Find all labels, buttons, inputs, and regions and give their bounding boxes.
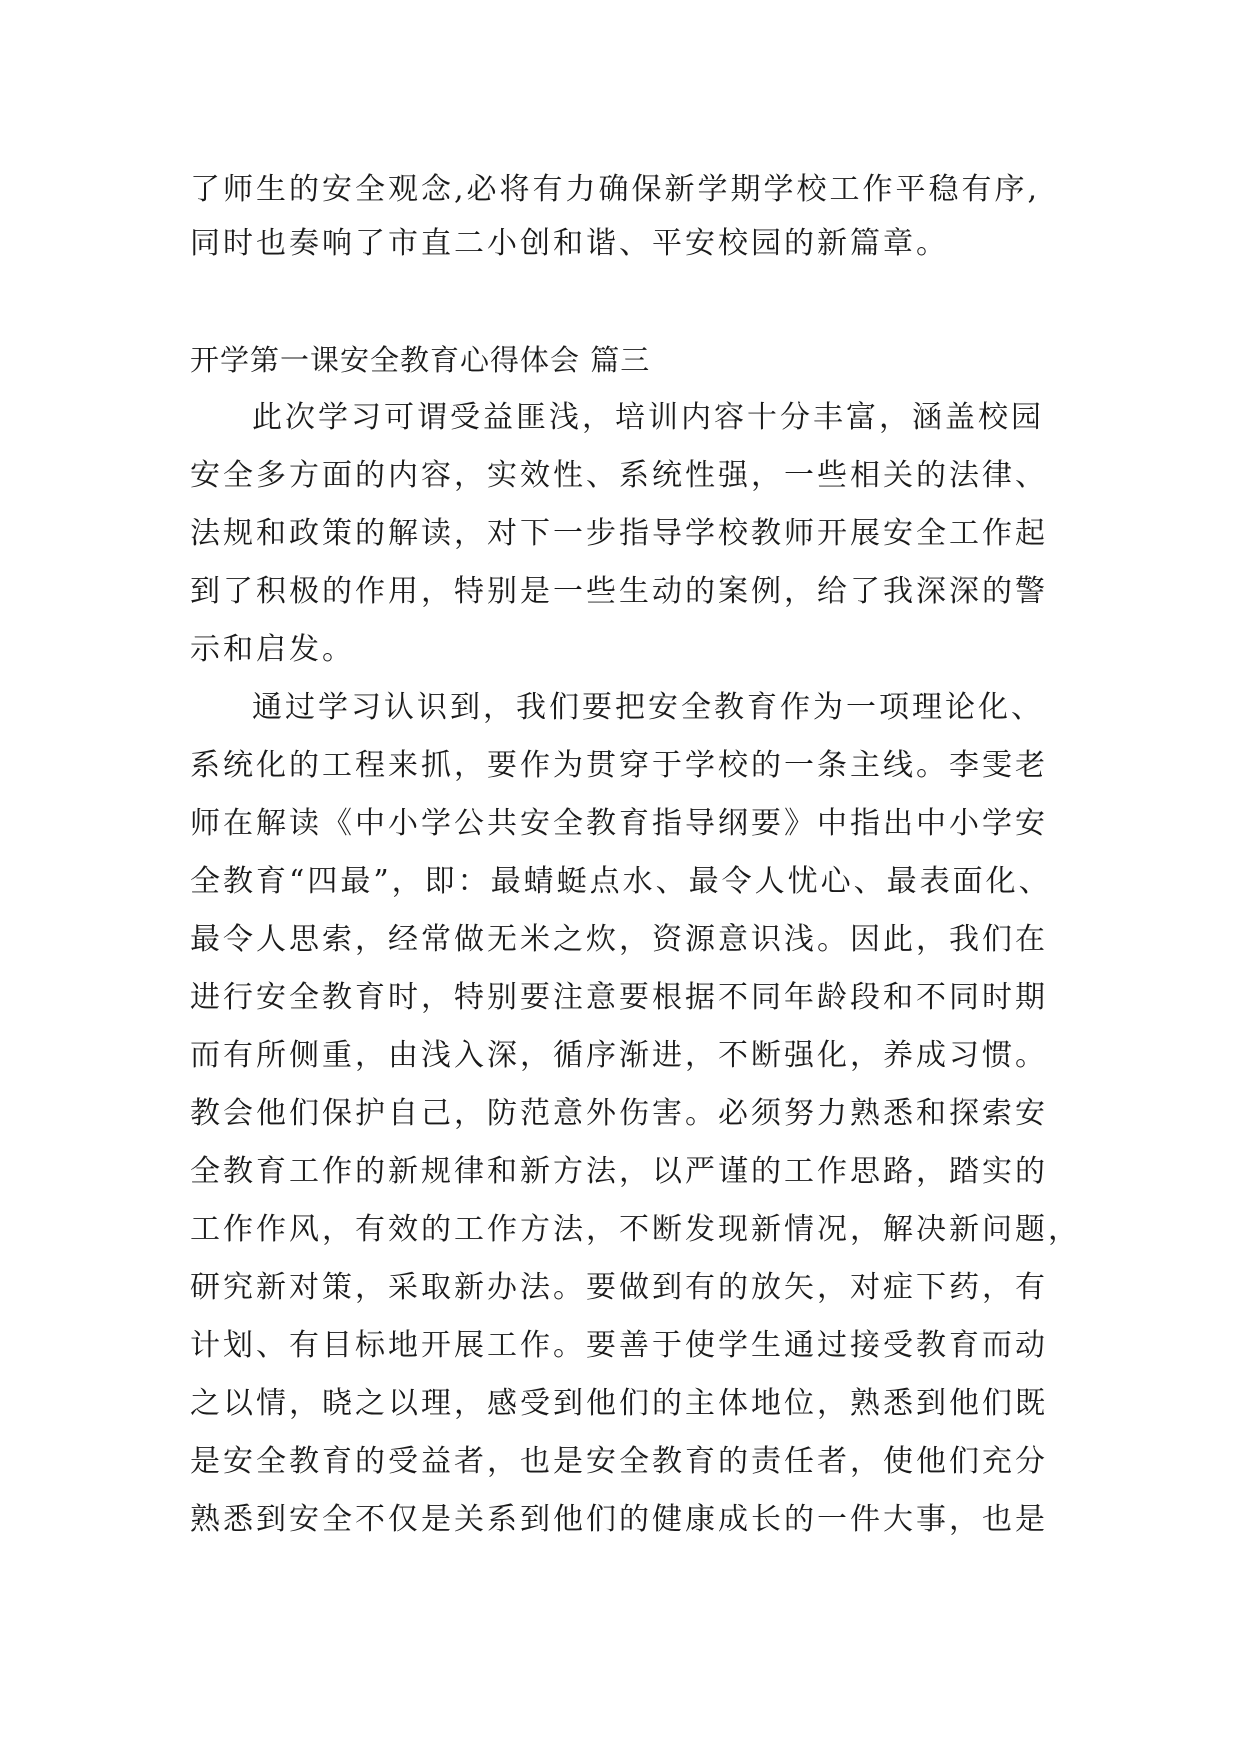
section-title: 开学第一课安全教育心得体会 篇三 [190, 343, 651, 377]
text-line: 最令人思索，经常做无米之炊，资源意识浅。因此，我们在 [190, 922, 1048, 957]
text-line: 之以情，晓之以理，感受到他们的主体地位，熟悉到他们既 [190, 1386, 1048, 1421]
text-line: 全教育工作的新规律和新方法，以严谨的工作思路，踏实的 [190, 1154, 1048, 1189]
text-line: 此次学习可谓受益匪浅，培训内容十分丰富，涵盖校园 [252, 400, 1044, 435]
text-line: 同时也奏响了市直二小创和谐、平安校园的新篇章。 [190, 226, 949, 261]
text-line: 法规和政策的解读，对下一步指导学校教师开展安全工作起 [190, 516, 1048, 551]
text-line: 而有所侧重，由浅入深，循序渐进，不断强化，养成习惯。 [190, 1038, 1048, 1073]
text-line: 研究新对策，采取新办法。要做到有的放矢，对症下药，有 [190, 1270, 1048, 1305]
text-line: 安全多方面的内容，实效性、系统性强，一些相关的法律、 [190, 458, 1048, 493]
text-line: 了师生的安全观念,必将有力确保新学期学校工作平稳有序, [190, 172, 1041, 207]
text-line: 是安全教育的受益者，也是安全教育的责任者，使他们充分 [190, 1444, 1048, 1479]
text-line: 计划、有目标地开展工作。要善于使学生通过接受教育而动 [190, 1328, 1048, 1363]
text-line: 师在解读《中小学公共安全教育指导纲要》中指出中小学安 [190, 806, 1048, 841]
text-line: 进行安全教育时，特别要注意要根据不同年龄段和不同时期 [190, 980, 1048, 1015]
text-line: 通过学习认识到，我们要把安全教育作为一项理论化、 [252, 690, 1044, 725]
text-line: 教会他们保护自己，防范意外伤害。必须努力熟悉和探索安 [190, 1096, 1048, 1131]
text-line: 全教育“四最”，即：最蜻蜓点水、最令人忧心、最表面化、 [190, 864, 1052, 899]
text-line: 示和启发。 [190, 632, 355, 667]
text-line: 工作作风，有效的工作方法，不断发现新情况，解决新问题， [190, 1212, 1081, 1247]
text-line: 系统化的工程来抓，要作为贯穿于学校的一条主线。李雯老 [190, 748, 1048, 783]
text-line: 熟悉到安全不仅是关系到他们的健康成长的一件大事，也是 [190, 1502, 1048, 1537]
text-line: 到了积极的作用，特别是一些生动的案例，给了我深深的警 [190, 574, 1048, 609]
